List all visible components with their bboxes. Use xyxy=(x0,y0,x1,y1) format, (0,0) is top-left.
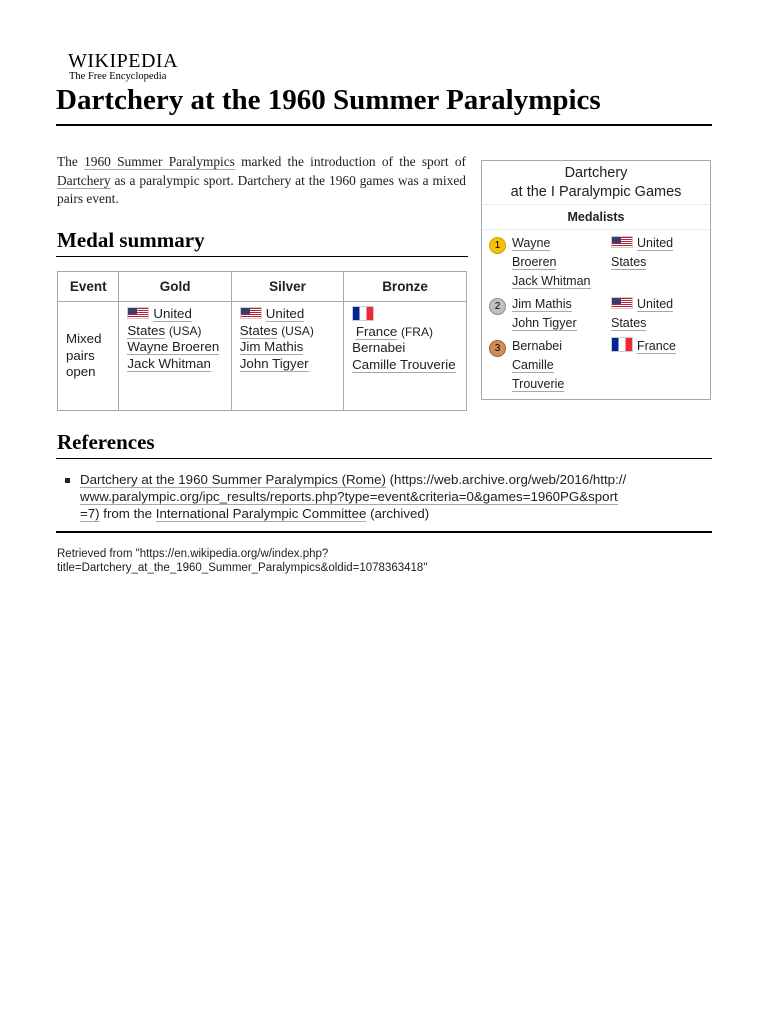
infobox-title-line-2: at the I Paralympic Games xyxy=(510,184,682,200)
bronze-cell xyxy=(344,302,467,411)
infobox-athlete[interactable]: Jim Mathis xyxy=(512,297,572,311)
us-flag-icon xyxy=(127,307,149,319)
reference-archived: (archived) xyxy=(366,506,430,521)
infobox-athlete[interactable]: Jack Whitman xyxy=(512,274,591,288)
medal-summary-divider xyxy=(56,256,468,257)
infobox-silver-country xyxy=(611,295,673,333)
references-divider xyxy=(56,458,712,459)
wikipedia-tagline: The Free Encyclopedia xyxy=(69,71,167,82)
intro-text-2: marked the introduction of the sport of xyxy=(234,154,466,169)
us-flag-icon xyxy=(611,236,633,248)
infobox-silver-athletes xyxy=(512,295,577,333)
ipc-link[interactable]: International Paralympic Committee xyxy=(155,506,367,521)
infobox-country-link[interactable]: United xyxy=(637,297,674,311)
infobox-country-link[interactable]: United xyxy=(637,236,674,250)
bronze-medal-icon: 3 xyxy=(489,340,506,357)
title-divider xyxy=(56,124,712,126)
gold-athlete-1[interactable]: Wayne Broeren xyxy=(127,339,220,354)
us-flag-icon xyxy=(240,307,262,319)
event-name-line: open xyxy=(66,364,96,380)
infobox-country-link[interactable]: France xyxy=(637,339,676,353)
infobox-country-link[interactable]: States xyxy=(611,255,647,269)
table-header-row xyxy=(58,272,467,302)
bronze-country-code: (FRA) xyxy=(400,324,433,339)
event-name-line: Mixed xyxy=(66,331,102,347)
header-silver: Silver xyxy=(231,272,343,302)
infobox-bronze-country xyxy=(611,337,676,356)
medal-summary-heading: Medal summary xyxy=(57,228,205,252)
page-title: Dartchery at the 1960 Summer Paralympics xyxy=(56,84,601,116)
medal-table xyxy=(57,271,467,411)
infobox xyxy=(481,160,711,400)
infobox-title xyxy=(482,164,710,202)
infobox-athlete: Bernabei xyxy=(512,339,563,353)
infobox-athlete[interactable]: Wayne xyxy=(512,236,551,250)
intro-text-1: The xyxy=(57,154,85,169)
gold-athlete-2[interactable]: Jack Whitman xyxy=(127,355,211,371)
infobox-athlete[interactable]: Trouverie xyxy=(512,377,565,391)
reference-url-line-3: =7) xyxy=(80,506,100,521)
gold-cell xyxy=(119,302,231,411)
intro-paragraph xyxy=(57,153,466,209)
list-bullet xyxy=(65,478,70,483)
references-heading: References xyxy=(57,430,155,454)
gold-country-code: (USA) xyxy=(168,323,202,338)
header-gold: Gold xyxy=(119,272,231,302)
intro-text-3: as a paralympic sport. Dartchery at the 1960 games was a mixed pairs event. xyxy=(57,172,466,206)
footer-divider xyxy=(56,531,712,533)
reference-url-line-2: www.paralympic.org/ipc_results/reports.php?type=event&criteria=0&games=1960PG&sport xyxy=(80,489,618,504)
reference-item xyxy=(80,471,710,522)
infobox-bronze-athletes xyxy=(512,337,564,394)
bronze-athlete-2[interactable]: Camille Trouverie xyxy=(352,356,456,372)
retrieved-line-1: Retrieved from "https://en.wikipedia.org/w/index.php? xyxy=(57,548,329,560)
infobox-title-line-1: Dartchery xyxy=(564,165,628,181)
infobox-athlete[interactable]: Broeren xyxy=(512,255,557,269)
gold-country-link[interactable]: United States xyxy=(127,306,192,338)
infobox-athlete[interactable]: John Tigyer xyxy=(512,316,577,330)
france-flag-icon xyxy=(352,306,374,321)
link-1960-summer-paralympics[interactable]: 1960 Summer Paralympics xyxy=(84,154,235,169)
silver-country-link[interactable]: United States xyxy=(239,306,305,338)
silver-cell xyxy=(231,302,343,411)
bronze-country-link[interactable]: France xyxy=(355,323,398,339)
bronze-athlete-1: Bernabei xyxy=(352,340,406,355)
header-event: Event xyxy=(58,272,119,302)
reference-from-text: from the xyxy=(99,506,156,521)
reference-link[interactable]: Dartchery at the 1960 Summer Paralympics (Rome) xyxy=(80,472,386,487)
header-bronze: Bronze xyxy=(344,272,467,302)
event-name-line: pairs xyxy=(66,347,95,363)
wikipedia-wordmark[interactable]: WIKIPEDIA xyxy=(68,50,179,72)
infobox-country-link[interactable]: States xyxy=(611,316,647,330)
silver-athlete-2[interactable]: John Tigyer xyxy=(239,355,309,371)
retrieved-from xyxy=(57,547,427,575)
france-flag-icon xyxy=(611,337,633,352)
silver-country-code: (USA) xyxy=(281,323,314,338)
gold-medal-icon: 1 xyxy=(489,237,506,254)
infobox-athlete[interactable]: Camille xyxy=(512,358,554,372)
link-dartchery[interactable]: Dartchery xyxy=(57,172,111,188)
retrieved-line-2: title=Dartchery_at_the_1960_Summer_Paralympics&oldid=1078363418" xyxy=(57,562,428,574)
infobox-gold-country xyxy=(611,234,673,272)
silver-athlete-1[interactable]: Jim Mathis xyxy=(239,339,304,354)
silver-medal-icon: 2 xyxy=(489,298,506,315)
table-row xyxy=(58,302,467,411)
event-cell xyxy=(58,302,119,411)
infobox-subheader: Medalists xyxy=(482,204,710,230)
us-flag-icon xyxy=(611,297,633,309)
infobox-gold-athletes xyxy=(512,234,591,291)
reference-url-line-1: (https://web.archive.org/web/2016/http:// xyxy=(385,472,627,487)
